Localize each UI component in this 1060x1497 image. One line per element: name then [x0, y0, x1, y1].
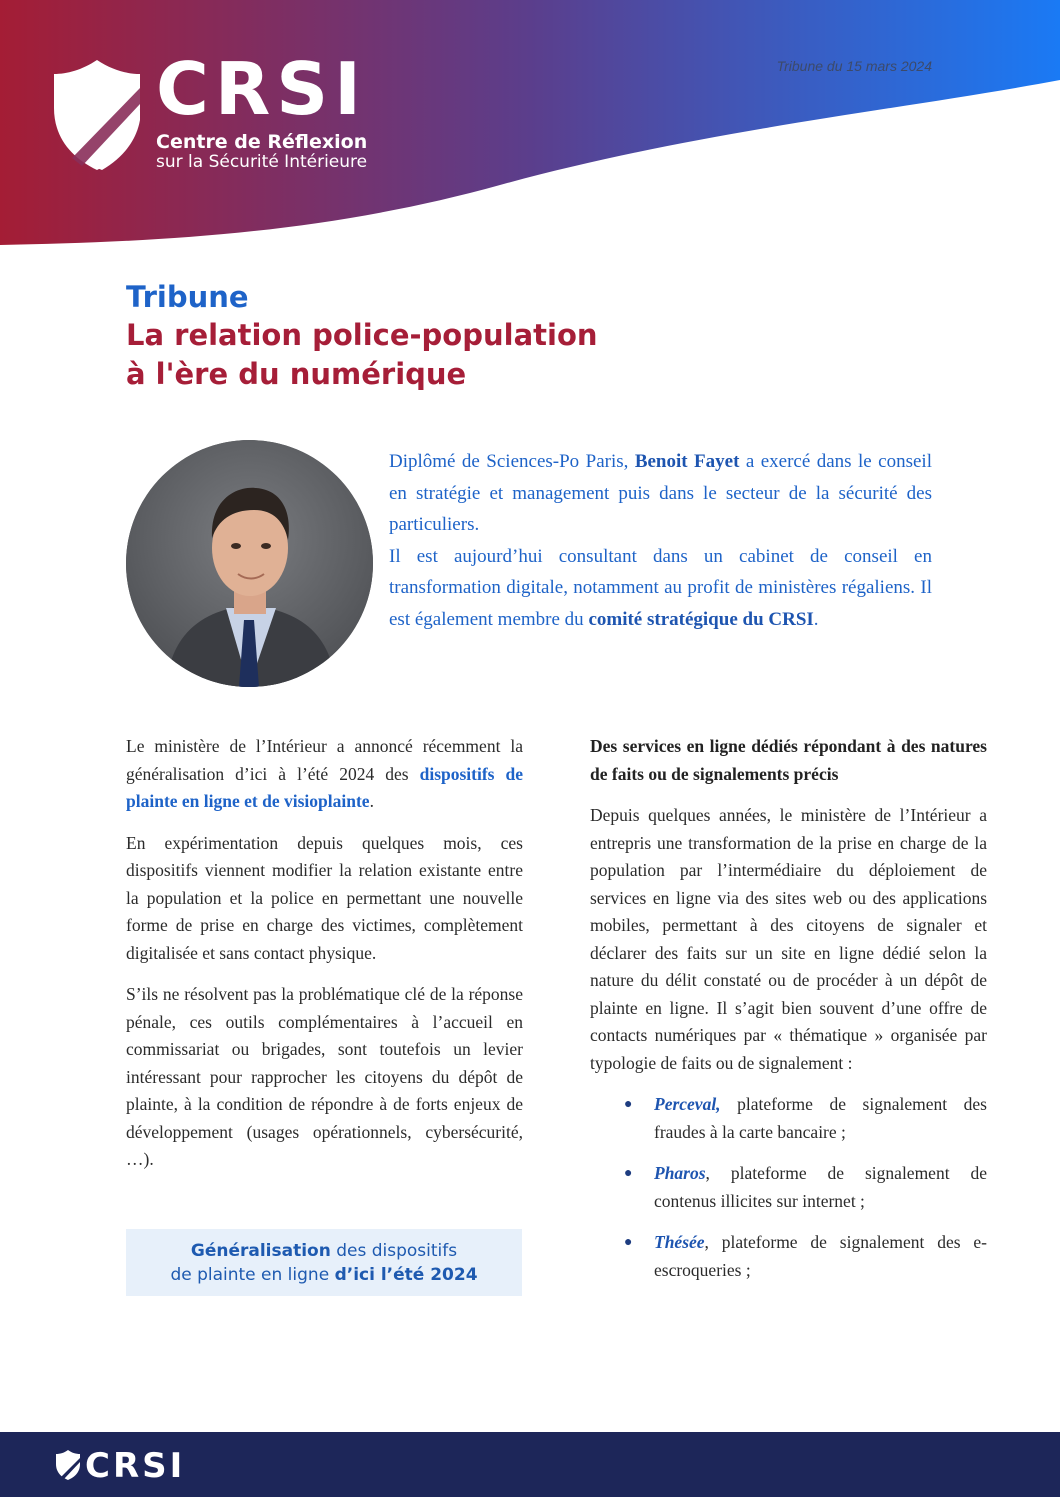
list-item	[590, 1229, 987, 1284]
platform-desc: plateforme de signalement des fraudes à la carte bancaire ;	[654, 1094, 987, 1142]
footer-shield-icon	[55, 1449, 81, 1481]
page-title	[126, 278, 598, 394]
platform-list	[590, 1091, 987, 1284]
logo-big: CRSI	[156, 47, 367, 131]
author-bio	[389, 446, 932, 636]
paragraph	[126, 733, 523, 816]
bullet-icon: ●	[624, 1235, 633, 1250]
body-text: .	[369, 791, 374, 811]
bio-emphasis: comité stratégique du CRSI	[588, 608, 814, 630]
callout-text: de plainte en ligne	[170, 1265, 335, 1285]
bio-text: Il est aujourd’hui consultant dans un cabinet de conseil en transformation digitale, notamment au profit de ministères régaliens. Il est également membre du	[389, 545, 932, 630]
callout-emphasis: d’ici l’été 2024	[334, 1265, 478, 1285]
dateline: Tribune du 15 mars 2024	[776, 58, 932, 74]
title-line-1: La relation police-population	[126, 318, 598, 352]
callout-line-1	[126, 1239, 522, 1263]
bio-text: Diplômé de Sciences-Po Paris,	[389, 451, 635, 472]
title-kicker: Tribune	[126, 280, 249, 314]
callout-line-2	[126, 1263, 522, 1287]
bio-paragraph-1	[389, 446, 932, 541]
paragraph: En expérimentation depuis quelques mois, ces dispositifs viennent modifier la relation existante entre la population et la police en permettant une nouvelle forme de prise en charge des victimes, complètement digitalisée et sans contact physique.	[126, 832, 523, 963]
logo-line-2: sur la Sécurité Intérieure	[156, 152, 368, 172]
bullet-icon: ●	[624, 1097, 633, 1112]
platform-name: Pharos	[654, 1163, 706, 1183]
left-column	[126, 733, 523, 1188]
callout-box	[126, 1229, 522, 1296]
bio-text: a exercé dans le conseil en stratégie et management puis dans le secteur de la sécurité des particuliers.	[389, 451, 932, 536]
body-text: Le ministère de l’Intérieur a annoncé récemment la généralisation d’ici à l’été 2024 des	[126, 736, 523, 784]
platform-name: Perceval,	[654, 1094, 721, 1114]
footer-logo-text: CRSI	[85, 1446, 186, 1486]
bio-paragraph-2	[389, 541, 932, 636]
platform-name: Thésée	[654, 1232, 705, 1252]
paragraph: Depuis quelques années, le ministère de l’Intérieur a entrepris une transformation de la prise en charge de la population par l’intermédiaire du déploiement de services en ligne via des sites web ou des applications mobiles, permettant à des citoyens de signaler et déclarer des faits sur un site en ligne dédié selon la nature du délit constaté ou de procéder à un dépôt de plainte en ligne. Il s’agit bien souvent d’une offre de contacts numériques par « thématique » organisée par typologie de faits ou de signalement :	[590, 805, 987, 1073]
author-name: Benoit Fayet	[634, 451, 740, 472]
right-column	[590, 733, 987, 1298]
logo-line-1: Centre de Réflexion	[156, 131, 368, 153]
logo-wordmark	[156, 47, 368, 172]
footer-bar	[0, 1432, 1060, 1497]
platform-desc: , plateforme de signalement des e-escroqueries ;	[654, 1232, 987, 1280]
portrait-illustration	[126, 440, 373, 687]
section-heading: Des services en ligne dédiés répondant à des natures de faits ou de signalements précis	[590, 736, 987, 784]
author-portrait	[126, 440, 373, 687]
body-emphasis: dispositifs de plainte en ligne et de visioplainte	[126, 763, 524, 811]
header-banner	[0, 0, 1060, 250]
callout-emphasis: Généralisation	[190, 1241, 331, 1261]
bullet-icon: ●	[624, 1166, 633, 1181]
list-item	[590, 1160, 987, 1215]
footer-logo	[55, 1448, 185, 1484]
title-line-2: à l'ère du numérique	[126, 357, 467, 391]
callout-text: des dispositifs	[330, 1241, 458, 1261]
bio-text: .	[813, 608, 819, 630]
shield-icon	[52, 58, 142, 172]
list-item	[590, 1091, 987, 1146]
platform-desc: , plateforme de signalement de contenus illicites sur internet ;	[654, 1163, 987, 1211]
paragraph: S’ils ne résolvent pas la problématique clé de la réponse pénale, ces outils complémentaires à l’accueil en commissariat ou brigades, sont toutefois un levier intéressant pour rapprocher les citoyens du dépôt de plainte, à la condition de répondre à de forts enjeux de développement (usages opérationnels, cybersécurité, …).	[126, 984, 523, 1169]
